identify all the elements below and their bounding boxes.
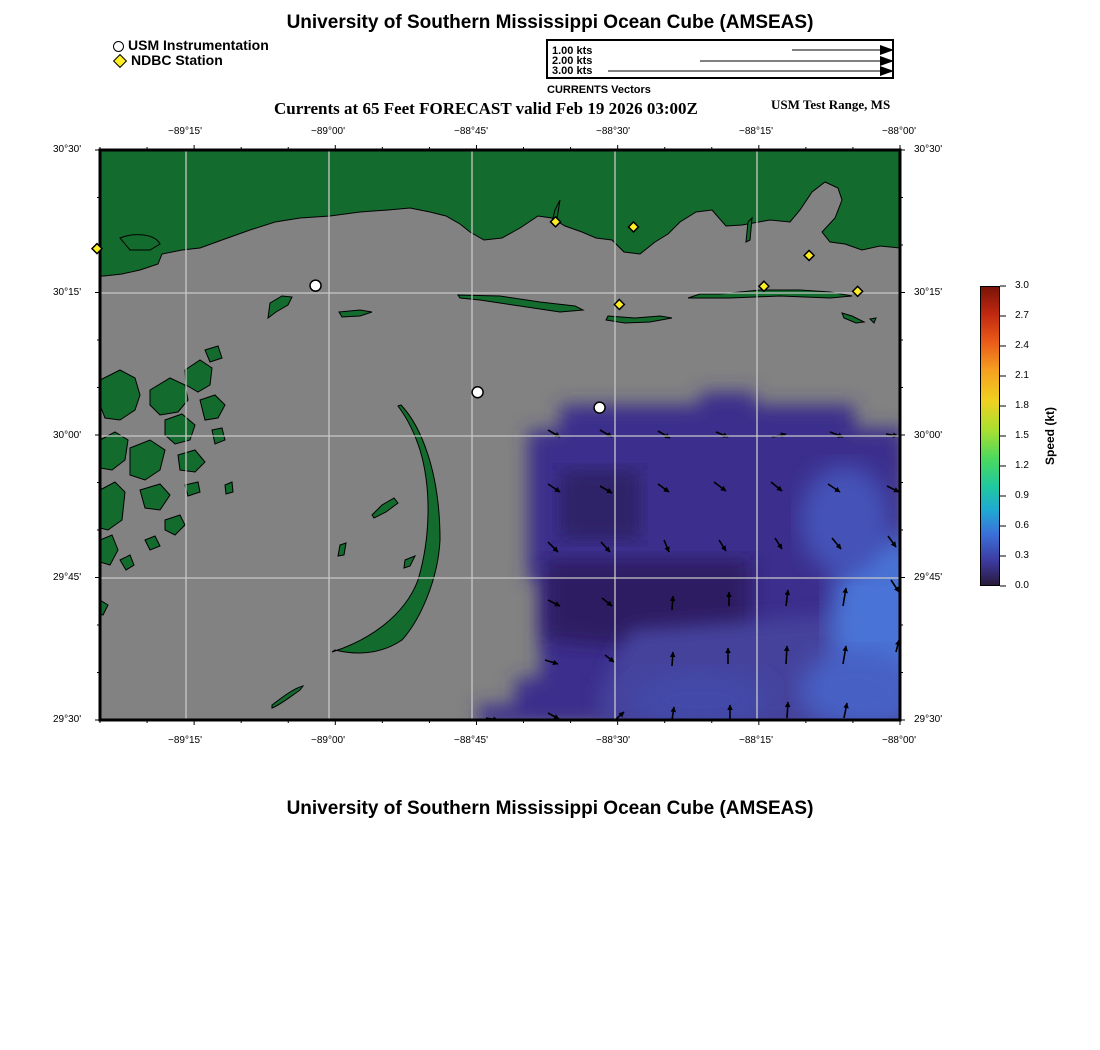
lon-label-bottom-4: −88°30'	[596, 735, 630, 746]
cb-label-0-3: 0.3	[1015, 550, 1029, 561]
legend-usm-label: USM Instrumentation	[128, 37, 269, 53]
cb-label-0-0: 0.0	[1015, 580, 1029, 591]
usm-instrument-marker	[594, 402, 605, 413]
forecast-subtitle: Currents at 65 Feet FORECAST valid Feb 19 2026 03:00Z	[274, 99, 698, 118]
cb-label-2-1: 2.1	[1015, 370, 1029, 381]
speed-colorbar	[980, 286, 1000, 586]
cb-label-1-8: 1.8	[1015, 400, 1029, 411]
cb-label-2-4: 2.4	[1015, 340, 1029, 351]
current-speed-field	[478, 392, 943, 730]
second-map-title: University of Southern Mississippi Ocean Cube (AMSEAS)	[286, 798, 814, 819]
lat-label-left-2: 30°15'	[53, 287, 82, 298]
lat-label-left-4: 29°45'	[53, 572, 82, 583]
cb-label-3-0: 3.0	[1015, 280, 1029, 291]
cb-label-1-5: 1.5	[1015, 430, 1029, 441]
lat-label-right-2: 30°15'	[914, 287, 943, 298]
lon-label-top-5: −88°15'	[739, 126, 773, 137]
cb-label-0-6: 0.6	[1015, 520, 1029, 531]
lon-label-bottom-6: −88°00'	[882, 735, 916, 746]
lon-label-bottom-5: −88°15'	[739, 735, 773, 746]
lon-label-bottom-2: −89°00'	[311, 735, 345, 746]
cb-label-2-7: 2.7	[1015, 310, 1029, 321]
lon-label-top-3: −88°45'	[454, 126, 488, 137]
usm-instrument-marker	[310, 280, 321, 291]
usm-instrument-marker	[472, 387, 483, 398]
vector-caption: CURRENTS Vectors	[547, 84, 651, 96]
lat-label-left-1: 30°30'	[53, 144, 82, 155]
lat-label-left-5: 29°30'	[53, 714, 82, 725]
map-title: University of Southern Mississippi Ocean Cube (AMSEAS)	[286, 12, 814, 33]
vector-scale-3kt: 3.00 kts	[552, 65, 593, 77]
colorbar-title: Speed (kt)	[1043, 406, 1057, 466]
lat-label-right-3: 30°00'	[914, 430, 943, 441]
lat-label-right-5: 29°30'	[914, 714, 943, 725]
vector-scale-2kt: 2.00 kts	[552, 55, 593, 67]
lat-label-right-1: 30°30'	[914, 144, 943, 155]
legend-ndbc-label: NDBC Station	[131, 52, 223, 68]
lon-label-top-4: −88°30'	[596, 126, 630, 137]
lon-label-top-1: −89°15'	[168, 126, 202, 137]
lat-label-right-4: 29°45'	[914, 572, 943, 583]
vector-scale-1kt: 1.00 kts	[552, 45, 593, 57]
cb-label-1-2: 1.2	[1015, 460, 1029, 471]
lon-label-bottom-1: −89°15'	[168, 735, 202, 746]
cb-label-0-9: 0.9	[1015, 490, 1029, 501]
lon-label-top-2: −89°00'	[311, 126, 345, 137]
range-label: USM Test Range, MS	[771, 97, 891, 112]
lon-label-bottom-3: −88°45'	[454, 735, 488, 746]
lat-label-left-3: 30°00'	[53, 430, 82, 441]
lon-label-top-6: −88°00'	[882, 126, 916, 137]
